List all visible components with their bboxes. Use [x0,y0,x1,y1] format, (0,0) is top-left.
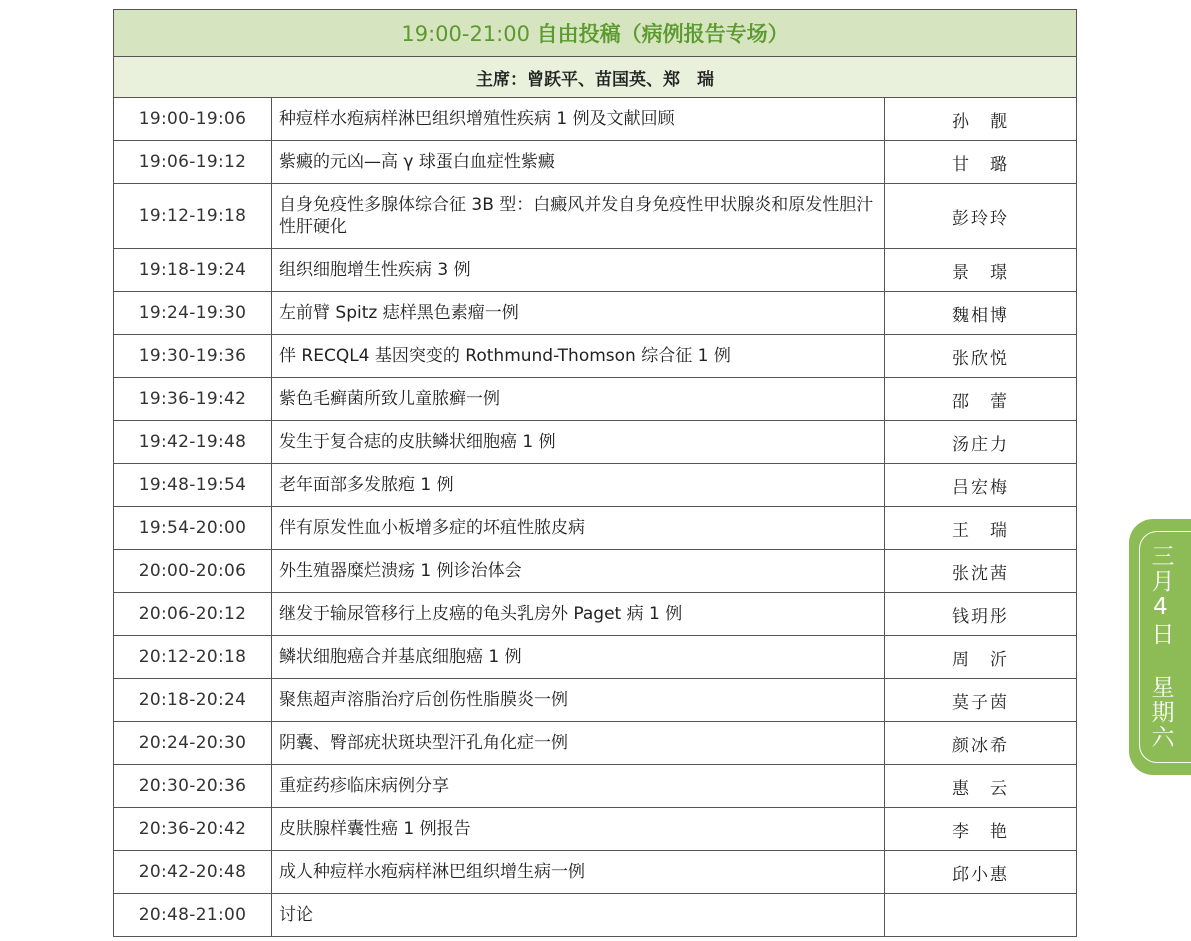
schedule-row [114,98,1077,141]
speaker-cell: 邵 蕾 [885,378,1077,421]
time-cell: 19:18-19:24 [114,249,272,292]
time-cell: 19:48-19:54 [114,464,272,507]
topic-cell: 聚焦超声溶脂治疗后创伤性脂膜炎一例 [272,679,885,722]
topic-cell: 自身免疫性多腺体综合征 3B 型：白癜风并发自身免疫性甲状腺炎和原发性胆汁性肝硬化 [272,184,885,249]
topic-cell: 鳞状细胞癌合并基底细胞癌 1 例 [272,636,885,679]
topic-cell: 种痘样水疱病样淋巴组织增殖性疾病 1 例及文献回顾 [272,98,885,141]
speaker-cell: 惠 云 [885,765,1077,808]
topic-cell: 皮肤腺样囊性癌 1 例报告 [272,808,885,851]
schedule-row [114,722,1077,765]
speaker-cell: 颜冰希 [885,722,1077,765]
time-cell: 19:42-19:48 [114,421,272,464]
speaker-cell: 吕宏梅 [885,464,1077,507]
schedule-row [114,636,1077,679]
speaker-cell: 景 璟 [885,249,1077,292]
schedule-row [114,679,1077,722]
topic-cell: 继发于输尿管移行上皮癌的龟头乳房外 Paget 病 1 例 [272,593,885,636]
time-cell: 20:48-21:00 [114,894,272,937]
topic-cell: 重症药疹临床病例分享 [272,765,885,808]
topic-cell: 外生殖器糜烂溃疡 1 例诊治体会 [272,550,885,593]
time-cell: 19:30-19:36 [114,335,272,378]
session-title [114,10,1077,57]
speaker-cell: 甘 璐 [885,141,1077,184]
topic-cell: 伴 RECQL4 基因突变的 Rothmund-Thomson 综合征 1 例 [272,335,885,378]
topic-cell: 讨论 [272,894,885,937]
topic-cell: 紫色毛癣菌所致儿童脓癣一例 [272,378,885,421]
speaker-cell: 莫子茵 [885,679,1077,722]
schedule-row [114,808,1077,851]
time-cell: 19:54-20:00 [114,507,272,550]
time-cell: 20:06-20:12 [114,593,272,636]
date-side-tab [1129,519,1191,775]
topic-cell: 阴囊、臀部疣状斑块型汗孔角化症一例 [272,722,885,765]
session-title-row [114,10,1077,57]
time-cell: 20:12-20:18 [114,636,272,679]
time-cell: 19:24-19:30 [114,292,272,335]
time-cell: 19:36-19:42 [114,378,272,421]
speaker-cell: 彭玲玲 [885,184,1077,249]
schedule-table [113,9,1077,937]
schedule-row [114,507,1077,550]
schedule-row [114,464,1077,507]
date-label: 三月4日 星期六 [1147,544,1174,750]
time-cell: 19:06-19:12 [114,141,272,184]
speaker-cell: 王 瑞 [885,507,1077,550]
speaker-cell: 周 沂 [885,636,1077,679]
session-chairs: 主席：曾跃平、苗国英、郑 瑞 [114,57,1077,98]
speaker-cell: 邱小惠 [885,851,1077,894]
schedule-row [114,184,1077,249]
speaker-cell: 张沈茜 [885,550,1077,593]
time-cell: 20:24-20:30 [114,722,272,765]
schedule-row [114,421,1077,464]
speaker-cell [885,894,1077,937]
schedule-row [114,141,1077,184]
schedule-row [114,765,1077,808]
topic-cell: 成人种痘样水疱病样淋巴组织增生病一例 [272,851,885,894]
speaker-cell: 钱玥彤 [885,593,1077,636]
schedule-row [114,292,1077,335]
speaker-cell: 李 艳 [885,808,1077,851]
schedule-row [114,249,1077,292]
schedule-row [114,335,1077,378]
time-cell: 20:36-20:42 [114,808,272,851]
time-cell: 19:12-19:18 [114,184,272,249]
time-cell: 20:18-20:24 [114,679,272,722]
session-name: 自由投稿（病例报告专场） [536,22,789,46]
session-time: 19:00-21:00 [401,22,530,46]
time-cell: 19:00-19:06 [114,98,272,141]
schedule-row [114,894,1077,937]
speaker-cell: 汤庄力 [885,421,1077,464]
speaker-cell: 张欣悦 [885,335,1077,378]
schedule-row [114,378,1077,421]
schedule-row [114,851,1077,894]
speaker-cell: 孙 靓 [885,98,1077,141]
topic-cell: 伴有原发性血小板增多症的坏疽性脓皮病 [272,507,885,550]
session-chairs-row [114,57,1077,98]
topic-cell: 紫癜的元凶—高 γ 球蛋白血症性紫癜 [272,141,885,184]
schedule-row [114,550,1077,593]
time-cell: 20:30-20:36 [114,765,272,808]
topic-cell: 发生于复合痣的皮肤鳞状细胞癌 1 例 [272,421,885,464]
topic-cell: 左前臂 Spitz 痣样黑色素瘤一例 [272,292,885,335]
time-cell: 20:42-20:48 [114,851,272,894]
schedule-row [114,593,1077,636]
topic-cell: 组织细胞增生性疾病 3 例 [272,249,885,292]
topic-cell: 老年面部多发脓疱 1 例 [272,464,885,507]
speaker-cell: 魏相博 [885,292,1077,335]
time-cell: 20:00-20:06 [114,550,272,593]
